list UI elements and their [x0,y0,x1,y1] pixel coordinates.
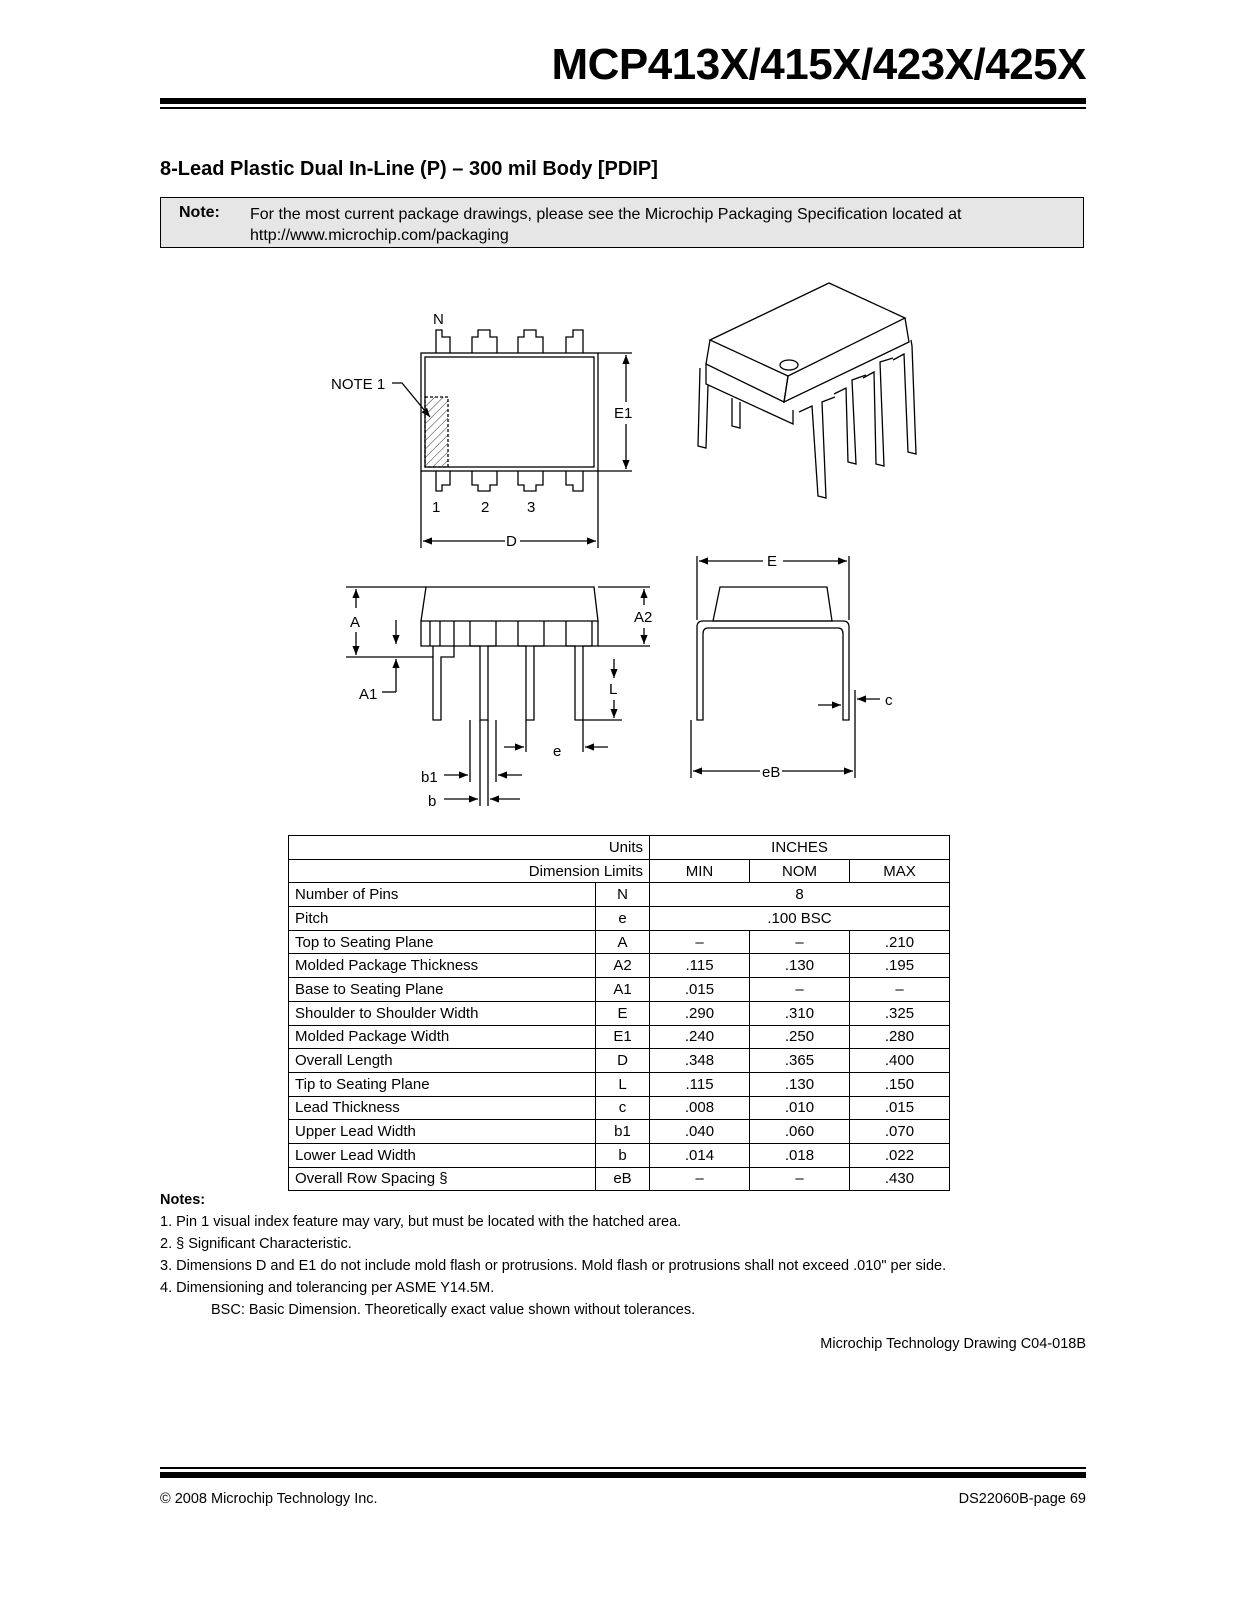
dim-max: .195 [850,954,950,978]
dim-nom: .130 [750,1072,850,1096]
dim-nom: .018 [750,1143,850,1167]
label-pin3: 3 [527,499,536,516]
dim-min: .115 [650,1072,750,1096]
col-max: MAX [850,859,950,883]
dim-span-value: .100 BSC [650,907,950,931]
note-line-2: http://www.microchip.com/packaging [250,227,509,244]
table-row [289,1167,950,1191]
limits-label: Dimension Limits [289,859,650,883]
dim-max: .022 [850,1143,950,1167]
label-e-pitch: e [553,743,562,760]
table-row [289,883,950,907]
table-row [289,1120,950,1144]
dim-symbol: D [596,1049,650,1073]
dim-min: .115 [650,954,750,978]
dim-label: Base to Seating Plane [289,978,596,1002]
dim-label: Overall Row Spacing § [289,1167,596,1191]
label-eb: eB [762,764,781,781]
dim-symbol: eB [596,1167,650,1191]
dim-span-value: 8 [650,883,950,907]
dim-symbol: A [596,930,650,954]
table-row [289,1096,950,1120]
dim-max: .210 [850,930,950,954]
end-view [691,556,880,778]
dim-label: Overall Length [289,1049,596,1073]
dim-max: – [850,978,950,1002]
dim-min: – [650,930,750,954]
units-value: INCHES [650,836,950,860]
label-a1: A1 [359,686,378,703]
dim-symbol: c [596,1096,650,1120]
dim-label: Lead Thickness [289,1096,596,1120]
col-min: MIN [650,859,750,883]
label-pin2: 2 [481,499,490,516]
dim-label: Upper Lead Width [289,1120,596,1144]
dim-nom: .365 [750,1049,850,1073]
copyright: © 2008 Microchip Technology Inc. [160,1491,378,1507]
label-pin1: 1 [432,499,441,516]
label-a: A [350,614,361,631]
table-row [289,859,950,883]
dim-label: Top to Seating Plane [289,930,596,954]
dim-symbol: E [596,1001,650,1025]
dimension-table [288,835,950,1191]
table-row [289,1049,950,1073]
dim-nom: .130 [750,954,850,978]
isometric-view [698,283,916,498]
dim-nom: .250 [750,1025,850,1049]
dim-nom: – [750,978,850,1002]
side-view [346,587,653,806]
dim-min: .008 [650,1096,750,1120]
section-title: 8-Lead Plastic Dual In-Line (P) – 300 mil Body [PDIP] [160,158,658,180]
dim-symbol: E1 [596,1025,650,1049]
dim-max: .150 [850,1072,950,1096]
table-row [289,954,950,978]
dim-min: .040 [650,1120,750,1144]
label-d: D [506,533,517,550]
note-item: 4. Dimensioning and tolerancing per ASME Y14.5M. [160,1280,495,1296]
dim-symbol: N [596,883,650,907]
dim-max: .070 [850,1120,950,1144]
label-b1: b1 [421,769,438,786]
dim-nom: – [750,1167,850,1191]
note-item: 2. § Significant Characteristic. [160,1236,352,1252]
dim-symbol: A2 [596,954,650,978]
dim-nom: .060 [750,1120,850,1144]
drawing-reference: Microchip Technology Drawing C04-018B [820,1336,1086,1352]
dim-max: .325 [850,1001,950,1025]
table-row [289,907,950,931]
notes-section [160,1189,946,1321]
dim-max: .015 [850,1096,950,1120]
dim-symbol: b1 [596,1120,650,1144]
table-row [289,1072,950,1096]
dim-label: Pitch [289,907,596,931]
label-a2: A2 [634,609,653,626]
label-c: c [885,692,893,709]
dim-max: .400 [850,1049,950,1073]
label-l: L [609,681,618,698]
note-item: 1. Pin 1 visual index feature may vary, but must be located with the hatched area. [160,1214,682,1230]
dim-label: Lower Lead Width [289,1143,596,1167]
dim-label: Molded Package Width [289,1025,596,1049]
table-row [289,1025,950,1049]
label-note1: NOTE 1 [331,376,386,393]
table-row [289,978,950,1002]
dim-label: Tip to Seating Plane [289,1072,596,1096]
units-label: Units [289,836,650,860]
dim-max: .280 [850,1025,950,1049]
dim-min: – [650,1167,750,1191]
dim-nom: – [750,930,850,954]
document-title: MCP413X/415X/423X/425X [551,40,1086,89]
footer-rule [160,1467,1086,1469]
label-b: b [428,793,437,810]
dim-label: Molded Package Thickness [289,954,596,978]
notes-heading: Notes: [160,1192,206,1208]
dim-min: .240 [650,1025,750,1049]
dim-max: .430 [850,1167,950,1191]
col-nom: NOM [750,859,850,883]
label-e1: E1 [614,405,633,422]
dim-symbol: e [596,907,650,931]
dim-label: Number of Pins [289,883,596,907]
dim-symbol: A1 [596,978,650,1002]
dim-symbol: L [596,1072,650,1096]
page-number: DS22060B-page 69 [958,1491,1086,1507]
dim-min: .014 [650,1143,750,1167]
note-bsc: BSC: Basic Dimension. Theoretically exact value shown without tolerances. [211,1302,696,1318]
dim-min: .015 [650,978,750,1002]
table-row [289,1001,950,1025]
note-label: Note: [179,204,220,221]
dim-nom: .310 [750,1001,850,1025]
note-line-1: For the most current package drawings, please see the Microchip Packaging Specification located at [250,206,962,223]
dim-nom: .010 [750,1096,850,1120]
table-row [289,836,950,860]
table-row [289,930,950,954]
dim-min: .290 [650,1001,750,1025]
footer-rule-thick [160,1472,1086,1478]
top-view [392,330,632,548]
table-row [289,1143,950,1167]
dim-min: .348 [650,1049,750,1073]
label-n: N [433,311,444,328]
dim-symbol: b [596,1143,650,1167]
note-item: 3. Dimensions D and E1 do not include mold flash or protrusions. Mold flash or protrusions shall not exceed .010" per side. [160,1258,947,1274]
dim-label: Shoulder to Shoulder Width [289,1001,596,1025]
label-e: E [767,553,778,570]
